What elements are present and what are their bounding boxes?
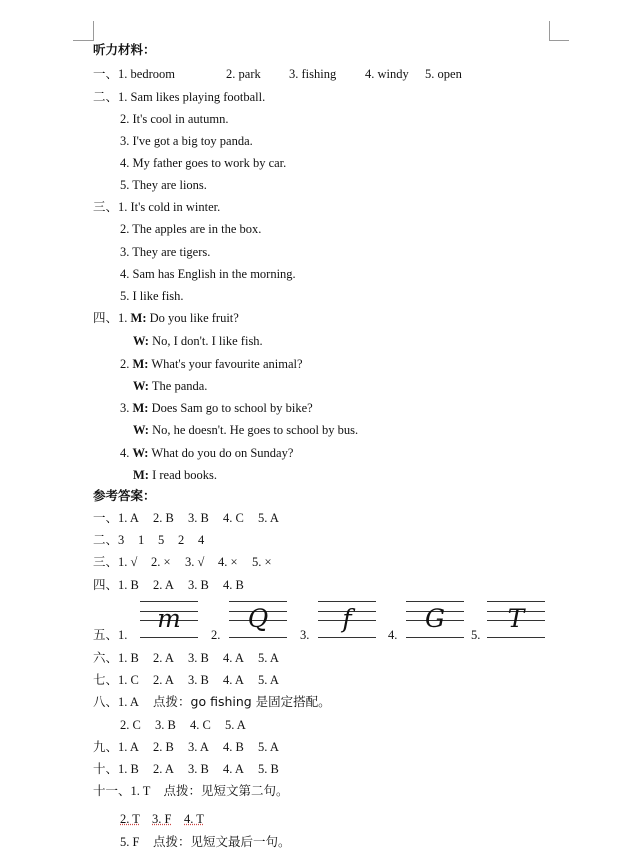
- answers-part-8-line-1: [93, 694, 331, 710]
- dialogue-2-line-1: [120, 356, 303, 372]
- speaker-label: M:: [133, 468, 149, 482]
- answers-part-5: [93, 627, 127, 643]
- dialogue-number: 1.: [118, 311, 128, 325]
- speaker-label: W:: [133, 379, 149, 393]
- part-number: 七、: [93, 672, 119, 687]
- answer-item: 4. B: [223, 740, 244, 754]
- answer-item: 2. B: [153, 511, 174, 525]
- answer-item: 2. A: [153, 673, 174, 687]
- sentence: 5. They are lions.: [120, 178, 207, 192]
- part-number: 二、: [93, 532, 119, 547]
- answer-label: 4.: [388, 628, 398, 642]
- dialogue-text: Does Sam go to school by bike?: [148, 401, 313, 415]
- answer-item: 2. A: [153, 651, 174, 665]
- list-item: 2. park: [226, 67, 261, 81]
- answer-item: 4. B: [223, 578, 244, 592]
- part-number: 一、: [93, 510, 119, 525]
- part-number: 六、: [93, 650, 119, 665]
- answer-item: 2. A: [153, 762, 174, 776]
- answer-item: 4. A: [223, 762, 244, 776]
- sentence: 4. Sam has English in the morning.: [120, 267, 296, 281]
- speaker-label: W:: [132, 446, 149, 460]
- answer-item: 1. B: [118, 578, 139, 592]
- answer-item: 4. A: [223, 673, 244, 687]
- answer-note: 点拨：见短文最后一句。: [153, 834, 291, 849]
- answer-item: 4. C: [223, 511, 244, 525]
- handwriting-box-1: [140, 601, 198, 639]
- dialogue-text: No, he doesn't. He goes to school by bus.: [148, 423, 359, 437]
- answer-item: 2. B: [153, 740, 174, 754]
- answer-item: 2: [178, 533, 185, 547]
- dialogue-3-line-1: [120, 400, 313, 416]
- answers-part-7: [93, 672, 279, 688]
- listening-heading: 听力材料：: [93, 42, 156, 57]
- answer-item: 1. A: [118, 740, 139, 754]
- answer-item: 3. B: [155, 718, 176, 732]
- answer-item: 5. A: [258, 511, 279, 525]
- answer-item: 4: [198, 533, 205, 547]
- dialogue-2-line-2: [133, 378, 207, 394]
- answers-part-10: [93, 761, 279, 777]
- answer-item: 1. C: [118, 673, 139, 687]
- speaker-label: M:: [132, 357, 149, 371]
- part-number: 五、: [93, 627, 119, 642]
- part-number: 一、: [93, 66, 119, 81]
- answer-item: 4. C: [190, 718, 211, 732]
- answers-part-2: [93, 532, 204, 548]
- answers-part-9: [93, 739, 279, 755]
- answer-label: 5.: [471, 628, 481, 642]
- handwritten-letter: T: [507, 604, 525, 633]
- list-item: 4. windy: [365, 67, 409, 81]
- answers-heading: 参考答案：: [93, 488, 156, 503]
- answers-part-4: [93, 577, 244, 593]
- listening-part-2-line-1: [93, 89, 265, 105]
- answer-item: 5. B: [258, 762, 279, 776]
- listening-part-3-line-1: [93, 199, 220, 215]
- part-number: 四、: [93, 310, 119, 325]
- answers-part-11-line-1: [93, 783, 289, 799]
- answer-item: 5. A: [258, 740, 279, 754]
- handwritten-letter: Q: [247, 604, 269, 633]
- handwriting-box-4: [406, 601, 464, 639]
- answer-item: 1. B: [118, 762, 139, 776]
- dialogue-text: I read books.: [148, 468, 218, 482]
- sentence: 5. I like fish.: [120, 289, 184, 303]
- answer-item: 4. ×: [218, 555, 238, 569]
- sentence: 2. It's cool in autumn.: [120, 112, 229, 126]
- answer-item: 1. T: [130, 784, 151, 798]
- answer-item: 5. A: [258, 651, 279, 665]
- answer-item: 1. √: [118, 555, 138, 569]
- answer-item: 5: [158, 533, 165, 547]
- answers-part-11-line-2: [120, 811, 204, 827]
- answers-part-6: [93, 650, 279, 666]
- handwritten-letter: f: [342, 604, 352, 633]
- answer-item: 3. B: [188, 511, 209, 525]
- part-number: 十、: [93, 761, 119, 776]
- speaker-label: M:: [130, 311, 147, 325]
- part-number: 八、: [93, 694, 119, 709]
- page-corner-mark-right: [549, 21, 569, 41]
- dialogue-1-line-1: [93, 310, 239, 326]
- answer-label: 1.: [118, 628, 128, 642]
- list-item: 5. open: [425, 67, 462, 81]
- answers-part-11-line-3: [120, 834, 291, 850]
- dialogue-number: 3.: [120, 401, 130, 415]
- answer-item: 4. T: [184, 812, 204, 826]
- speaker-label: M:: [132, 401, 149, 415]
- dialogue-number: 4.: [120, 446, 130, 460]
- speaker-label: W:: [133, 334, 149, 348]
- answer-item: 5. ×: [252, 555, 272, 569]
- sentence: 1. It's cold in winter.: [118, 200, 221, 214]
- sentence: 1. Sam likes playing football.: [118, 90, 266, 104]
- part-number: 四、: [93, 577, 119, 592]
- part-number: 九、: [93, 739, 119, 754]
- listening-part-1: [93, 66, 462, 82]
- answer-item: 2. C: [120, 718, 141, 732]
- part-number: 三、: [93, 199, 119, 214]
- answer-item: 2. T: [120, 812, 140, 826]
- sentence: 3. They are tigers.: [120, 245, 211, 259]
- answer-item: 3. A: [188, 740, 209, 754]
- list-item: 3. fishing: [289, 67, 337, 81]
- dialogue-1-line-2: [133, 333, 263, 349]
- handwritten-letter: m: [157, 604, 181, 633]
- answer-item: 4. A: [223, 651, 244, 665]
- answer-note: 点拨：见短文第二句。: [163, 783, 289, 798]
- answer-item: 3. F: [152, 812, 172, 826]
- dialogue-text: What do you do on Sunday?: [148, 446, 294, 460]
- answer-item: 3. B: [188, 762, 209, 776]
- sentence: 2. The apples are in the box.: [120, 222, 262, 236]
- answer-item: 3. B: [188, 673, 209, 687]
- answer-item: 5. A: [225, 718, 246, 732]
- dialogue-number: 2.: [120, 357, 130, 371]
- part-number: 三、: [93, 554, 119, 569]
- answer-item: 3. B: [188, 578, 209, 592]
- part-number: 二、: [93, 89, 119, 104]
- answer-item: 5. F: [120, 835, 140, 849]
- speaker-label: W:: [133, 423, 149, 437]
- sentence: 4. My father goes to work by car.: [120, 156, 287, 170]
- dialogue-text: No, I don't. I like fish.: [148, 334, 263, 348]
- page-corner-mark-left: [73, 21, 94, 41]
- answer-item: 1: [138, 533, 145, 547]
- answers-part-8-line-2: [120, 717, 246, 733]
- answers-part-3: [93, 554, 272, 570]
- answer-label: 3.: [300, 628, 310, 642]
- dialogue-text: What's your favourite animal?: [148, 357, 303, 371]
- sentence: 3. I've got a big toy panda.: [120, 134, 253, 148]
- answer-item: 5. A: [258, 673, 279, 687]
- answer-item: 3: [118, 533, 125, 547]
- dialogue-text: The panda.: [148, 379, 208, 393]
- answer-item: 1. A: [118, 511, 139, 525]
- dialogue-text: Do you like fruit?: [146, 311, 239, 325]
- answer-item: 1. A: [118, 695, 139, 709]
- part-number: 十一、: [93, 783, 131, 798]
- handwriting-box-2: [229, 601, 287, 639]
- answer-item: 3. √: [185, 555, 205, 569]
- list-item: 1. bedroom: [118, 67, 175, 81]
- handwritten-letter: G: [425, 604, 445, 633]
- dialogue-4-line-1: [120, 445, 293, 461]
- answers-part-1: [93, 510, 279, 526]
- handwriting-box-5: [487, 601, 545, 639]
- answer-note: 点拨：go fishing 是固定搭配。: [153, 694, 331, 709]
- dialogue-3-line-2: [133, 422, 358, 438]
- answer-label: 2.: [211, 628, 221, 642]
- handwriting-box-3: [318, 601, 376, 639]
- answer-item: 1. B: [118, 651, 139, 665]
- answer-item: 3. B: [188, 651, 209, 665]
- answer-item: 2. ×: [151, 555, 171, 569]
- dialogue-4-line-2: [133, 467, 217, 483]
- answer-item: 2. A: [153, 578, 174, 592]
